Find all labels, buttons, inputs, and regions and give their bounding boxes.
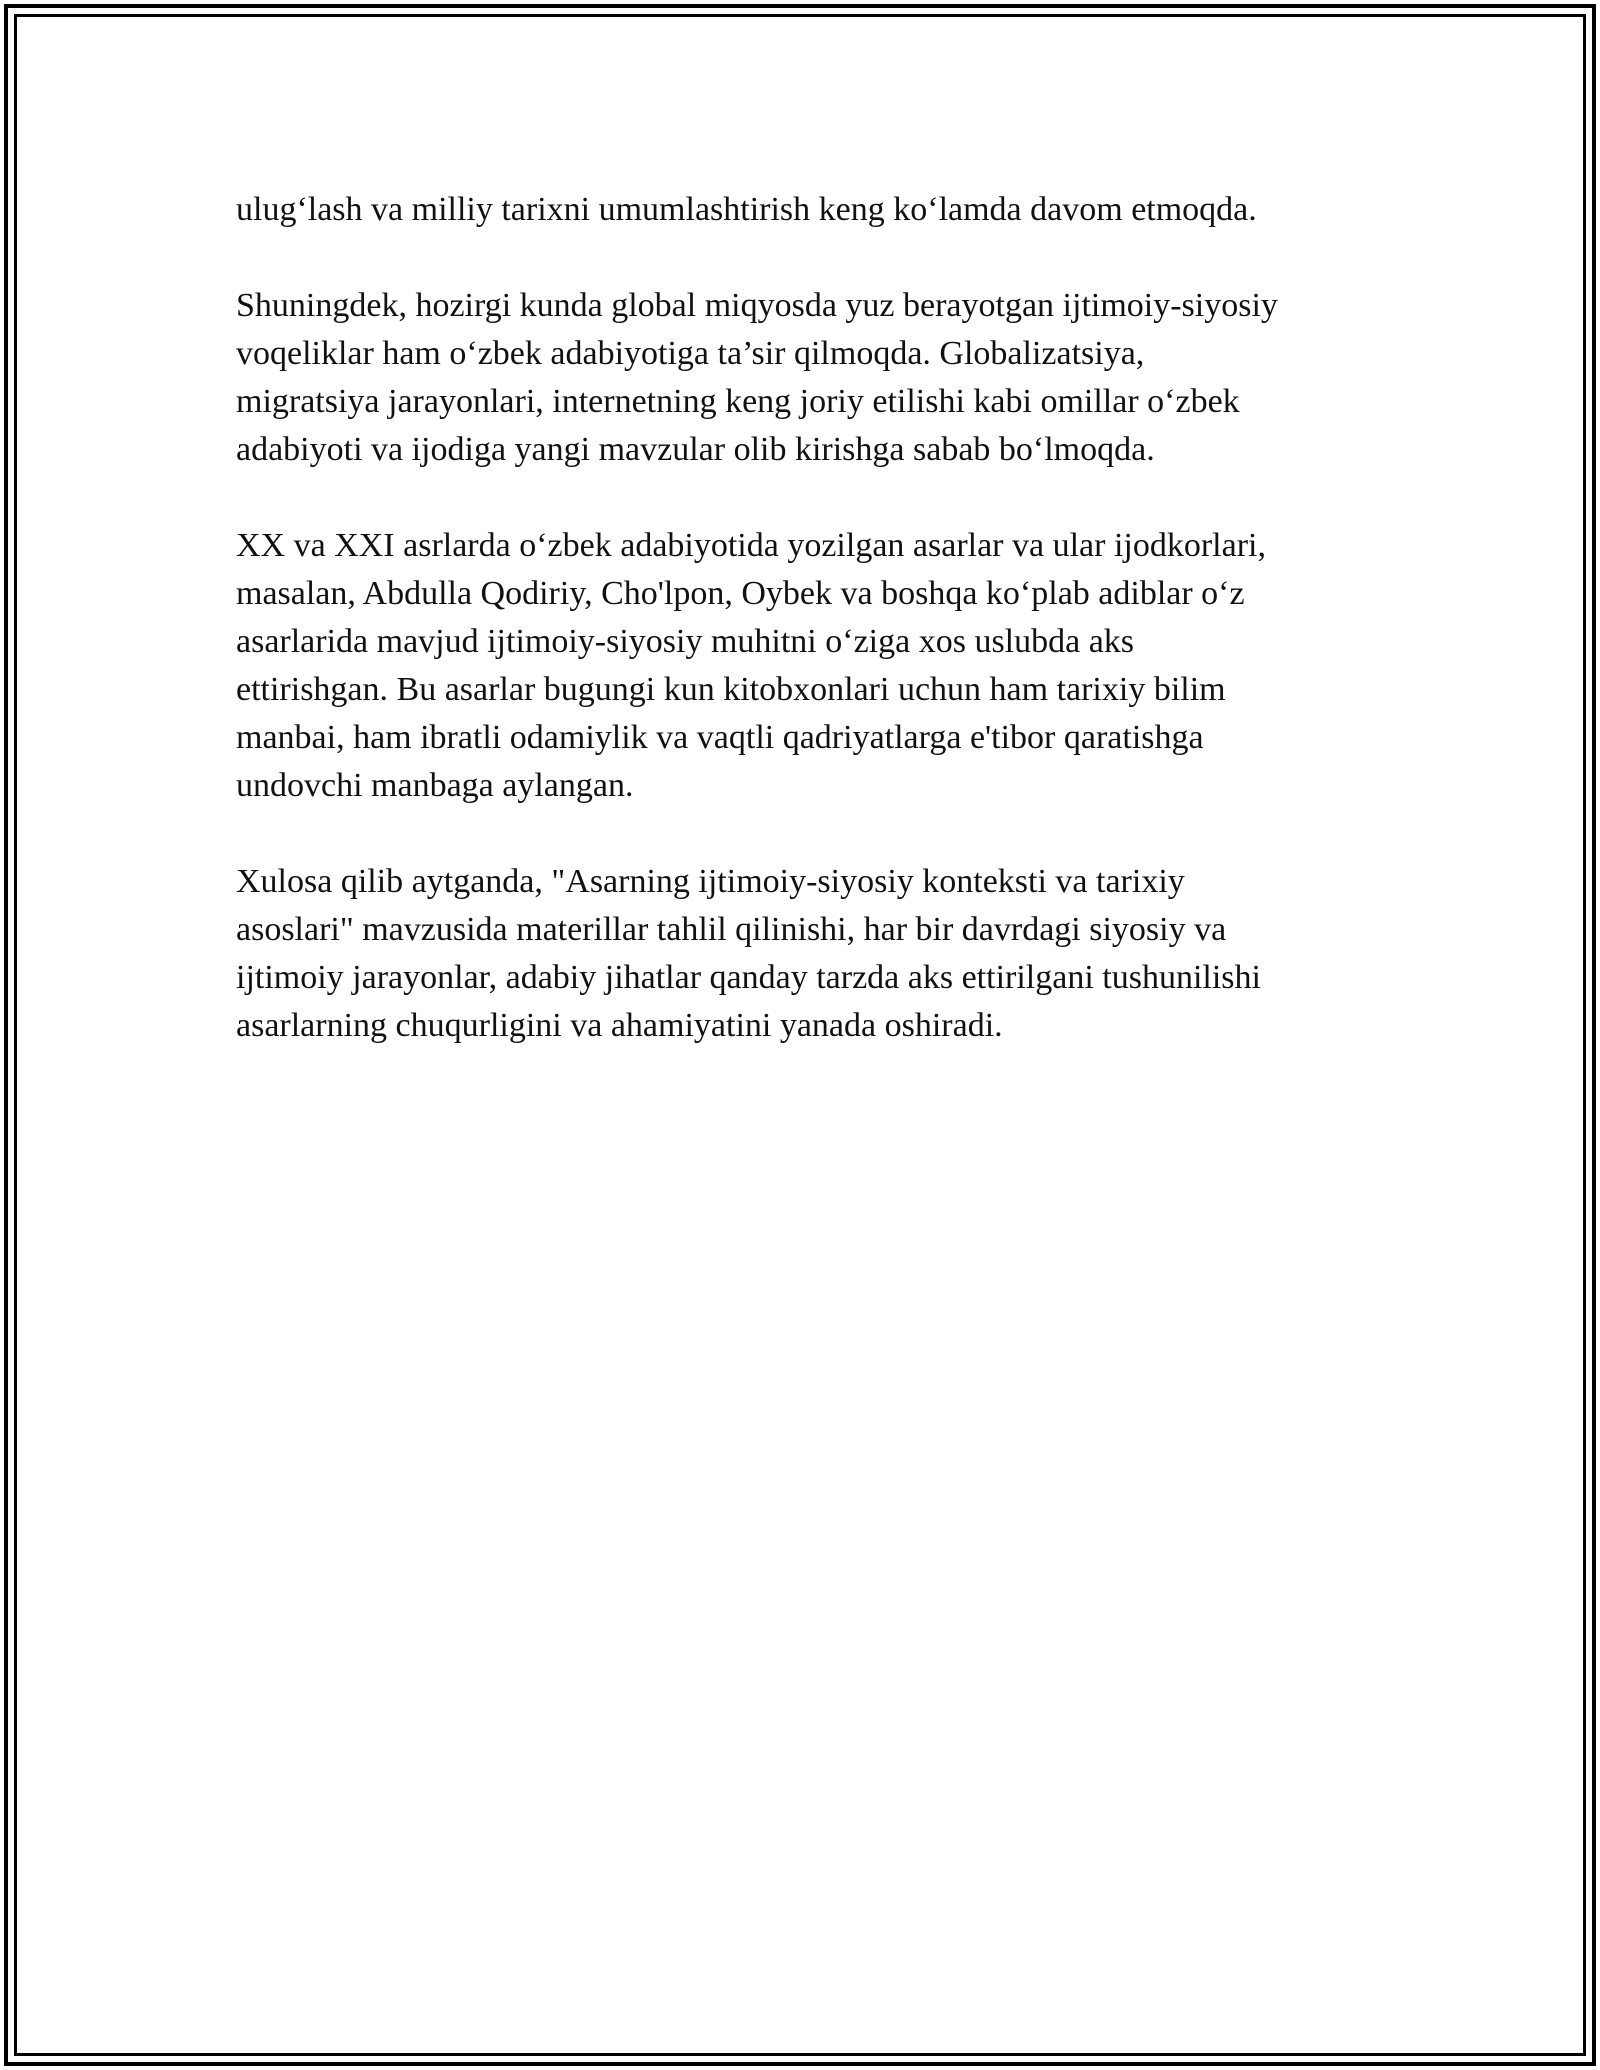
text-line: Xulosa qilib aytganda, "Asarning ijtimoiy-siyosiy konteksti va tarixiy bbox=[236, 863, 1185, 900]
text-line: asarlarida mavjud ijtimoiy-siyosiy muhitni o‘ziga xos uslubda aks bbox=[236, 623, 1135, 660]
paragraph-4 bbox=[236, 858, 1376, 1050]
text-line: manbai, ham ibratli odamiylik va vaqtli qadriyatlarga e'tibor qaratishga bbox=[236, 719, 1204, 756]
text-line: voqeliklar ham o‘zbek adabiyotiga ta’sir qilmoqda. Globalizatsiya, bbox=[236, 335, 1145, 372]
paragraph-3 bbox=[236, 522, 1376, 810]
text-line: asoslari" mavzusida materillar tahlil qilinishi, har bir davrdagi siyosiy va bbox=[236, 911, 1227, 948]
text-line: migratsiya jarayonlari, internetning keng joriy etilishi kabi omillar o‘zbek bbox=[236, 383, 1240, 420]
text-line: undovchi manbaga aylangan. bbox=[236, 767, 634, 804]
text-line: asarlarning chuqurligini va ahamiyatini yanada oshiradi. bbox=[236, 1007, 1003, 1044]
text-line: ulug‘lash va milliy tarixni umumlashtirish keng ko‘lamda davom etmoqda. bbox=[236, 191, 1257, 228]
text-line: XX va XXI asrlarda o‘zbek adabiyotida yozilgan asarlar va ular ijodkorlari, bbox=[236, 527, 1266, 564]
paragraph-2 bbox=[236, 282, 1376, 474]
text-line: ettirishgan. Bu asarlar bugungi kun kitobxonlari uchun ham tarixiy bilim bbox=[236, 671, 1226, 708]
text-line: adabiyoti va ijodiga yangi mavzular olib kirishga sabab bo‘lmoqda. bbox=[236, 431, 1155, 468]
text-line: Shuningdek, hozirgi kunda global miqyosda yuz berayotgan ijtimoiy-siyosiy bbox=[236, 287, 1278, 324]
text-line: ijtimoiy jarayonlar, adabiy jihatlar qanday tarzda aks ettirilgani tushunilishi bbox=[236, 959, 1261, 996]
paragraph-1 bbox=[236, 186, 1376, 234]
document-body bbox=[236, 186, 1376, 1098]
text-line: masalan, Abdulla Qodiriy, Cho'lpon, Oybek va boshqa ko‘plab adiblar o‘z bbox=[236, 575, 1245, 612]
